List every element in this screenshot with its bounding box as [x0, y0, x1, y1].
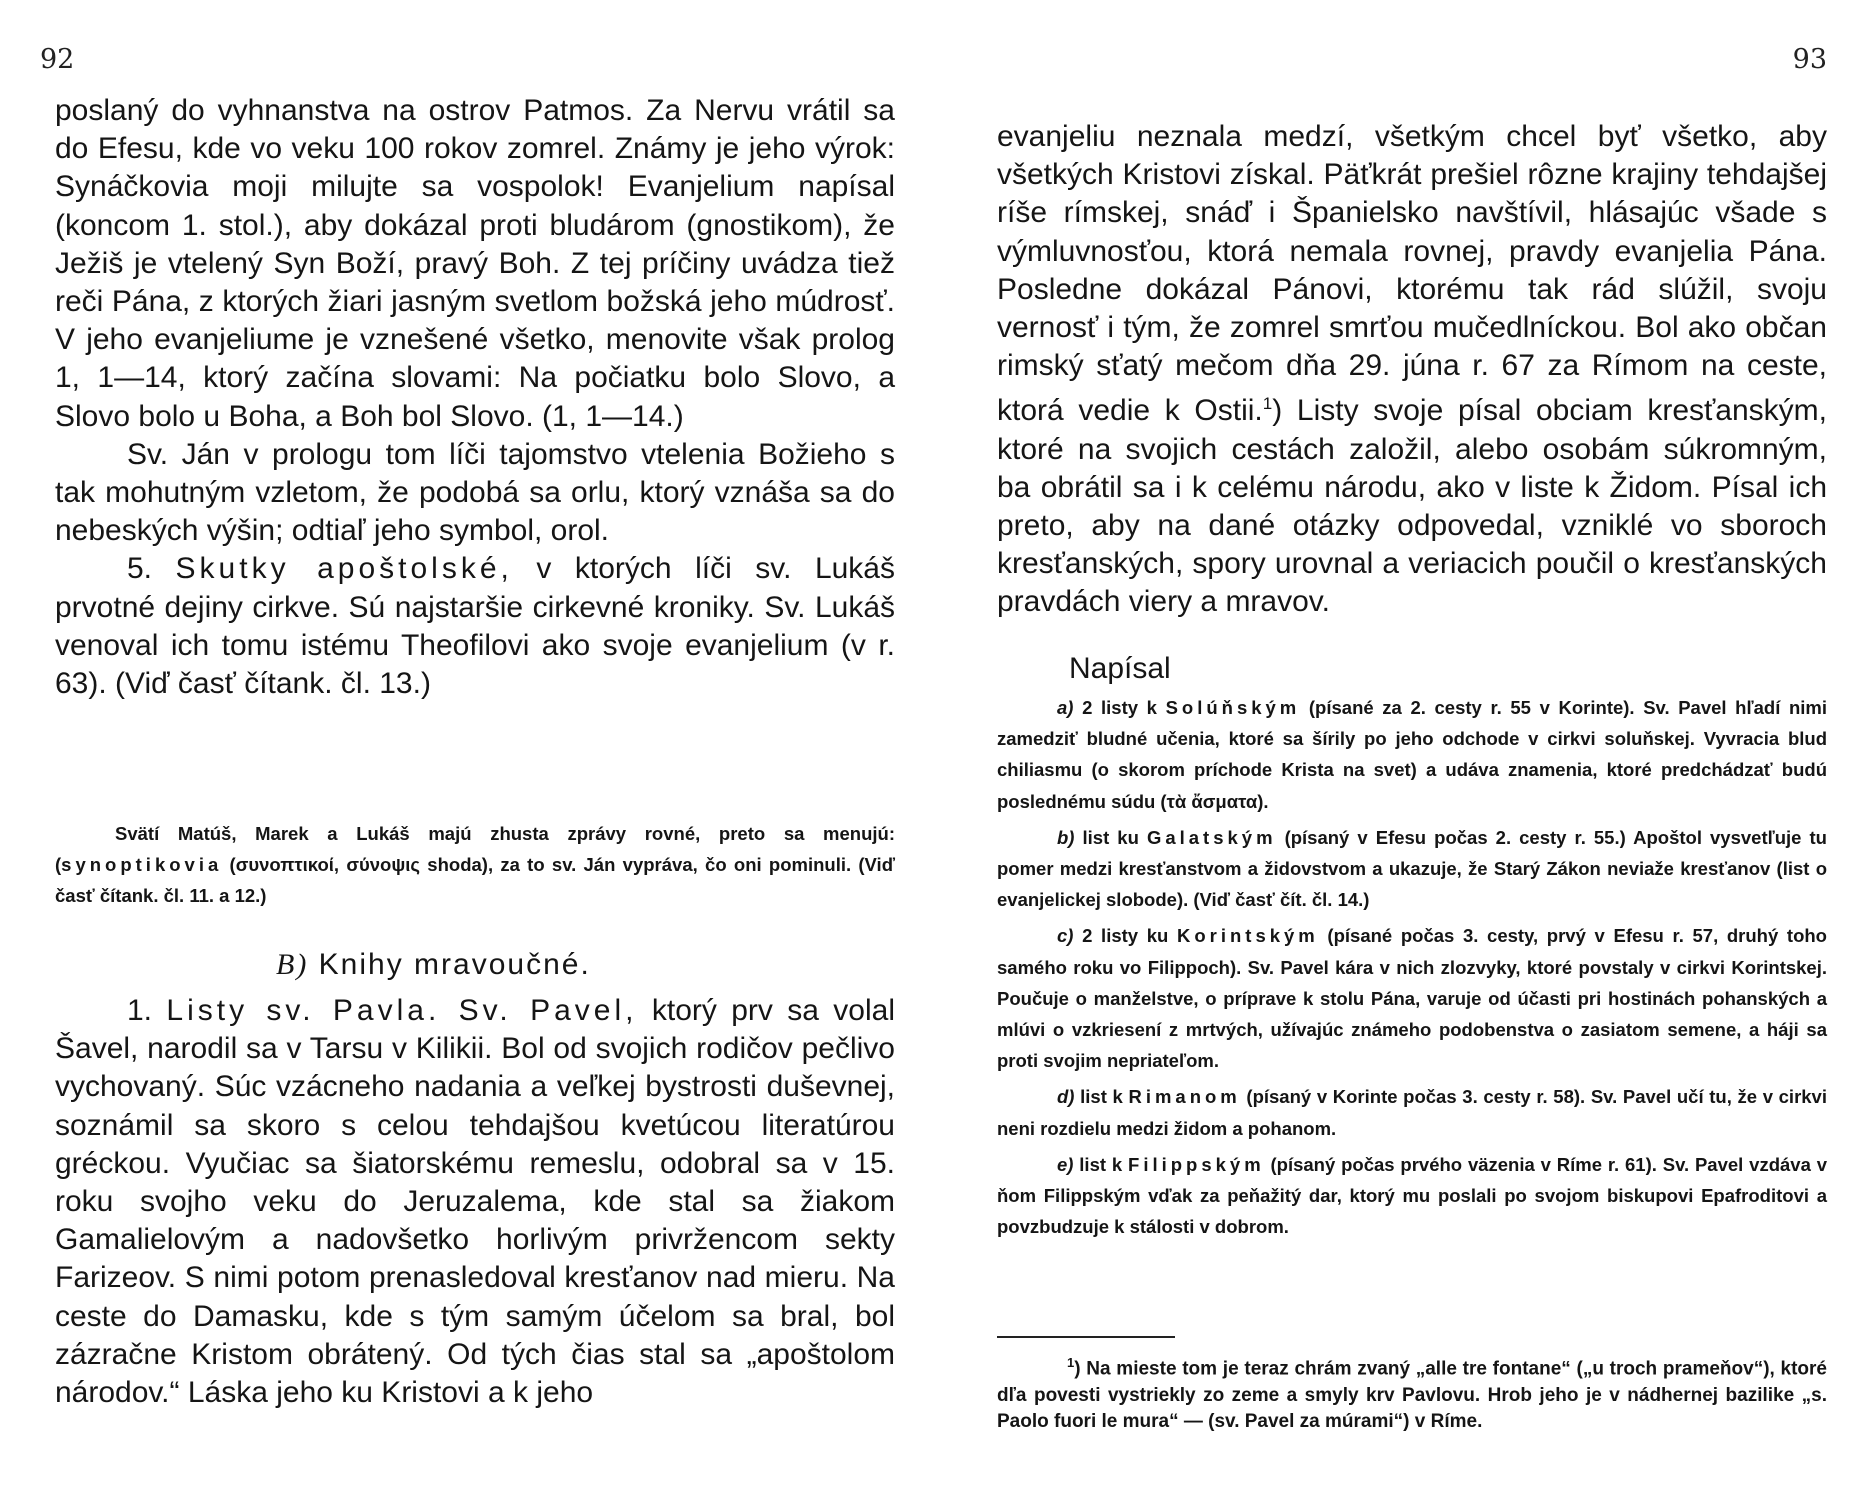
- footnote-number: 1: [1067, 1355, 1075, 1370]
- right-main-text: [997, 118, 1827, 622]
- section-heading: [276, 948, 591, 982]
- item-text: (písané počas 3. cesty, prvý v Efesu r. 57, druhý toho samého roku vo Filippoch). Sv. Pavel kára v nich zlozvyky, ktoré povstaly v cirkvi Korintskej. Poučuje o manželstve, o príprave k stolu Pána, varuje od účasti pri hostinách pohanských a mlúvi o vzkriesení z mrtvých, užívajúc známeho podobenstva o zasiatom semene, a háji sa proti svojim nepriateľom.: [997, 925, 1827, 1072]
- right-p1-part-a: evanjeliu neznala medzí, všetkým chcel byť všetko, aby všetkých Kristovi získal. Päťkrát prešiel rôzne krajiny tehdajšej ríše rímskej, snáď i Španielsko navštívil, hlásajúc všade s výmluvnosťou, ktorá nemala rovnej, pravdy evanjelia Pána. Posledne dokázal Pánovi, ktorému tak rád slúžil, svoju vernosť i tým, že zomrel smrťou mučedlníckou. Bol ako občan rimský sťatý mečom dňa 29. júna r. 67 za Rímom na ceste, ktorá vedie k Ostii.: [997, 120, 1827, 428]
- list-item: [997, 1149, 1827, 1243]
- right-page: [937, 0, 1874, 1500]
- footnote-rule: [997, 1336, 1175, 1338]
- letters-list: [997, 692, 1827, 1247]
- left-p3-lead: 5.: [127, 552, 176, 586]
- left-p3-rest: v ktorých líči sv. Lukáš prvotné dejiny cirkve. Sú najstaršie cirkevné kroniky. Sv. Lukáš venoval ich tomu istému Theofilovi ako svoje evanjelium (v r. 63). (Viď časť čítank. čl. 13.): [55, 552, 895, 701]
- left-paragraph-2: Sv. Ján v prologu tom líči tajomstvo vtelenia Božieho s tak mohutným vzletom, že podobá sa orlu, ktorý vznáša sa do nebeských výšin; odtiaľ jeho symbol, orol.: [55, 437, 895, 548]
- left-paragraph-1: poslaný do vyhnanstva na ostrov Patmos. Za Nervu vrátil sa do Efesu, kde vo veku 100 rokov zomrel. Známy je jeho výrok: Synáčkovia moji milujte sa vospolok! Evanjelium napísal (koncom 1. stol.), aby dokázal proti bludárom (gnostikom), že Ježiš je vtelený Syn Boží, pravý Boh. Z tej príčiny uvádza tiež reči Pána, z ktorých žiari jasným svetlom božská jeho múdrosť. V jeho evanjeliume je vznešené všetko, menovite však prolog 1, 1—14, ktorý začína slovami: Na počiatku bolo Slovo, a Slovo bolo u Boha, a Boh bol Slovo. (1, 1—14.): [55, 94, 895, 433]
- left-small-note: [55, 818, 895, 917]
- footnote-body: ) Na mieste tom je teraz chrám zvaný „alle tre fontane“ („u troch prameňov“), ktoré dľa povesti vystriekly zo zeme a smyly krv Pavlovu. Hrob jeho je v nádhernej bazilike „s. Paolo fuori le mura“ — (sv. Pavel za múrami“) v Ríme.: [997, 1358, 1827, 1433]
- item-pre: 2 listy k: [1073, 697, 1166, 718]
- item-mark: a): [1057, 697, 1074, 718]
- footnote-text: [997, 1350, 1827, 1436]
- item-text: (písaný v Efesu počas 2. cesty r. 55.) Apoštol vysvetľuje tu pomer medzi kresťanstvom a židovstvom a ukazuje, že Starý Zákon neviaže kresťanov (list o evanjelickej slobode). (Viď časť čít. čl. 14.): [997, 826, 1827, 911]
- heading-letter: B): [276, 948, 309, 981]
- list-item: [997, 920, 1827, 1076]
- left-paragraph-3: [55, 550, 895, 703]
- item-recipient: Galatským: [1146, 826, 1277, 848]
- right-paragraph-1: [997, 118, 1827, 622]
- list-item: [997, 692, 1827, 817]
- item-mark: e): [1057, 1153, 1074, 1175]
- item-mark: c): [1057, 925, 1074, 947]
- note-synoptikovia: synoptikovia: [61, 854, 223, 876]
- note-part-a: Svätí Matúš, Marek a Lukáš majú zhusta zprávy rovné, preto sa menujú: (: [55, 823, 895, 876]
- item-text: (písané za 2. cesty r. 55 v Korinte). Sv. Pavel hľadí nimi zamedziť bludné učenia, ktoré sa šírily po jeho odchode v cirkvi soluňskej. Vyvracia blud chiliasmu (o skorom príchode Krista na svet) a udáva znamenia, ktoré predchádzať budú poslednému súdu (τὰ ἄσματα).: [997, 697, 1827, 812]
- synoptics-note: [55, 818, 895, 912]
- heading-text: Knihy mravoučné.: [308, 948, 591, 981]
- left-p4-title: Listy sv. Pavla. Sv. Pavel,: [166, 994, 638, 1027]
- footnote-ref: 1: [1262, 394, 1273, 414]
- item-text: (písaný počas prvého väzenia v Ríme r. 61). Sv. Pavel vzdáva v ňom Filippským vďak za peňažitý dar, ktorý mu poslali po svojom biskupovi Epafroditovi a povzbudzuje k stálosti v dobrom.: [997, 1153, 1827, 1238]
- item-recipient: Rimanom: [1128, 1086, 1241, 1108]
- page-number-left: 92: [40, 44, 75, 75]
- item-mark: d): [1057, 1086, 1075, 1108]
- left-p3-title: Skutky apoštolské,: [175, 552, 513, 586]
- list-item: [997, 822, 1827, 916]
- item-pre: list k: [1074, 1086, 1129, 1108]
- item-recipient: Filippským: [1128, 1153, 1265, 1175]
- item-pre: 2 listy ku: [1073, 925, 1177, 947]
- note-part-greek: (συνοπτικοί, σύνοψις shoda), za to sv. Ján vypráva, čo oni pominuli. (Viď časť čítank. čl. 11. a 12.): [55, 854, 895, 907]
- item-recipient: Solúňským: [1165, 697, 1301, 718]
- item-pre: list ku: [1074, 826, 1147, 848]
- napisal-heading: Napísal: [1069, 652, 1171, 685]
- left-main-text-bottom: [55, 992, 895, 1412]
- left-p4-rest: ktorý prv sa volal Šavel, narodil sa v Tarsu v Kilikii. Bol od svojich rodičov pečlivo vychovaný. Súc vzácneho nadania a veľkej bystrosti duševnej, soznámil sa skoro s celou tehdajšou kvetúcou literatúrou gréckou. Vyučiac sa šiatorskému remeslu, odobral sa v 15. roku svojho veku do Jeruzalema, kde stal sa žiakom Gamalielovým a nadovšetko horlivým privržencom sekty Farizeov. S nimi potom prenasledoval kresťanov nad mieru. Na ceste do Damasku, kde s tým samým účelom sa bral, bol zázračne Kristom obrátený. Od tých čias stal sa „apoštolom národov.“ Láska jeho ku Kristovi a k jeho: [55, 994, 895, 1410]
- right-p1-part-b: ) Listy svoje písal obciam kresťanským, ktoré na svojich cestách založil, alebo osobám súkromným, ba obrátil sa i k celému národu, ako v liste k Židom. Písal ich preto, aby na dané otázky odpovedal, vzniklé vo sboroch kresťanských, spory urovnal a veriacich poučil o kresťanských pravdách viery a mravov.: [997, 394, 1827, 619]
- item-recipient: Korintským: [1176, 925, 1319, 947]
- left-main-text-top: [55, 92, 895, 703]
- item-pre: list k: [1073, 1153, 1129, 1175]
- left-paragraph-4: [55, 992, 895, 1412]
- list-item: [997, 1081, 1827, 1143]
- item-text: (písaný v Korinte počas 3. cesty r. 58). Sv. Pavel učí tu, že v cirkvi neni rozdielu medzi židom a pohanom.: [997, 1086, 1827, 1139]
- left-p4-lead: 1.: [127, 994, 167, 1027]
- page-number-right: 93: [1792, 44, 1827, 75]
- footnote: [997, 1350, 1827, 1436]
- item-mark: b): [1057, 826, 1075, 848]
